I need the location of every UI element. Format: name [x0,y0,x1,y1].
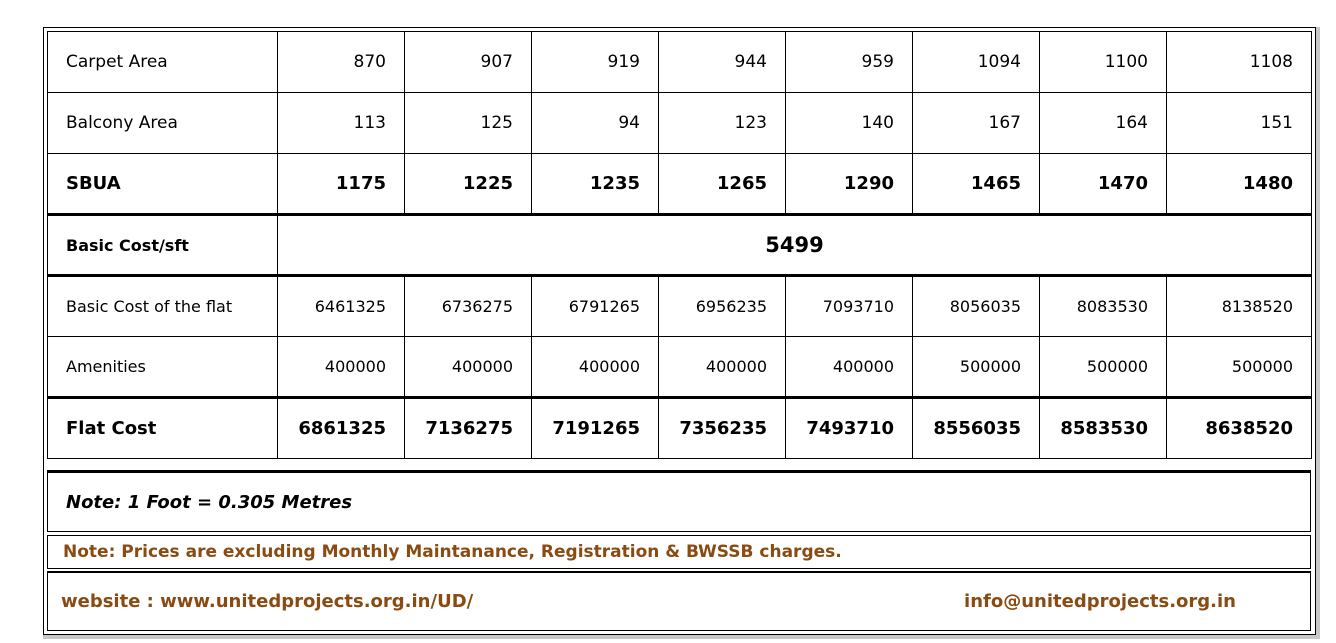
cell-value: 7493710 [786,398,913,459]
cell-value: 8083530 [1040,276,1167,337]
cell-value: 1290 [786,154,913,215]
cell-value: 6861325 [278,398,405,459]
cell-value: 164 [1040,93,1167,154]
cell-value: 151 [1167,93,1312,154]
basic-cost-sft-value: 5499 [278,215,1312,276]
cell-value: 1108 [1167,32,1312,93]
row-basic-cost-flat [48,276,1312,337]
frame-shadow-bottom [43,635,1320,639]
row-flat-cost [48,398,1312,459]
row-label: Balcony Area [48,93,278,154]
cell-value: 8638520 [1167,398,1312,459]
cell-value: 400000 [405,337,532,398]
cell-value: 6736275 [405,276,532,337]
row-label: Basic Cost/sft [48,215,278,276]
cell-value: 167 [913,93,1040,154]
note-units [47,470,1311,532]
row-label: Flat Cost [48,398,278,459]
cell-value: 959 [786,32,913,93]
cell-value: 919 [532,32,659,93]
cell-value: 8138520 [1167,276,1312,337]
cell-value: 140 [786,93,913,154]
cell-value: 1265 [659,154,786,215]
row-label: Carpet Area [48,32,278,93]
cell-value: 500000 [1167,337,1312,398]
row-label: Basic Cost of the flat [48,276,278,337]
row-sbua [48,154,1312,215]
cell-value: 1225 [405,154,532,215]
cell-value: 500000 [913,337,1040,398]
cell-value: 907 [405,32,532,93]
cell-value: 7356235 [659,398,786,459]
website-link[interactable]: website : www.unitedprojects.org.in/UD/ [61,591,474,612]
row-carpet-area [48,32,1312,93]
cell-value: 1235 [532,154,659,215]
cell-value: 400000 [532,337,659,398]
cell-value: 1470 [1040,154,1167,215]
cell-value: 400000 [659,337,786,398]
cell-value: 123 [659,93,786,154]
cell-value: 8556035 [913,398,1040,459]
cell-value: 1100 [1040,32,1167,93]
cell-value: 7136275 [405,398,532,459]
note-prices-text: Note: Prices are excluding Monthly Maintanance, Registration & BWSSB charges. [63,542,842,562]
price-table [47,31,1312,459]
cell-value: 1480 [1167,154,1312,215]
note-prices [47,535,1311,569]
cell-value: 7191265 [532,398,659,459]
cell-value: 7093710 [786,276,913,337]
cell-value: 400000 [278,337,405,398]
cell-value: 8583530 [1040,398,1167,459]
row-label: Amenities [48,337,278,398]
row-balcony-area [48,93,1312,154]
row-label: SBUA [48,154,278,215]
cell-value: 1094 [913,32,1040,93]
note-units-text: Note: 1 Foot = 0.305 Metres [66,491,353,513]
cell-value: 1465 [913,154,1040,215]
footer [47,571,1311,631]
cell-value: 6791265 [532,276,659,337]
row-basic-cost-sft [48,215,1312,276]
cell-value: 6461325 [278,276,405,337]
email-link[interactable]: info@unitedprojects.org.in [964,591,1236,612]
row-amenities [48,337,1312,398]
frame-shadow-right [1316,27,1320,635]
cell-value: 8056035 [913,276,1040,337]
cell-value: 1175 [278,154,405,215]
cell-value: 870 [278,32,405,93]
cell-value: 113 [278,93,405,154]
cell-value: 94 [532,93,659,154]
cell-value: 500000 [1040,337,1167,398]
cell-value: 125 [405,93,532,154]
cell-value: 400000 [786,337,913,398]
cell-value: 6956235 [659,276,786,337]
cell-value: 944 [659,32,786,93]
